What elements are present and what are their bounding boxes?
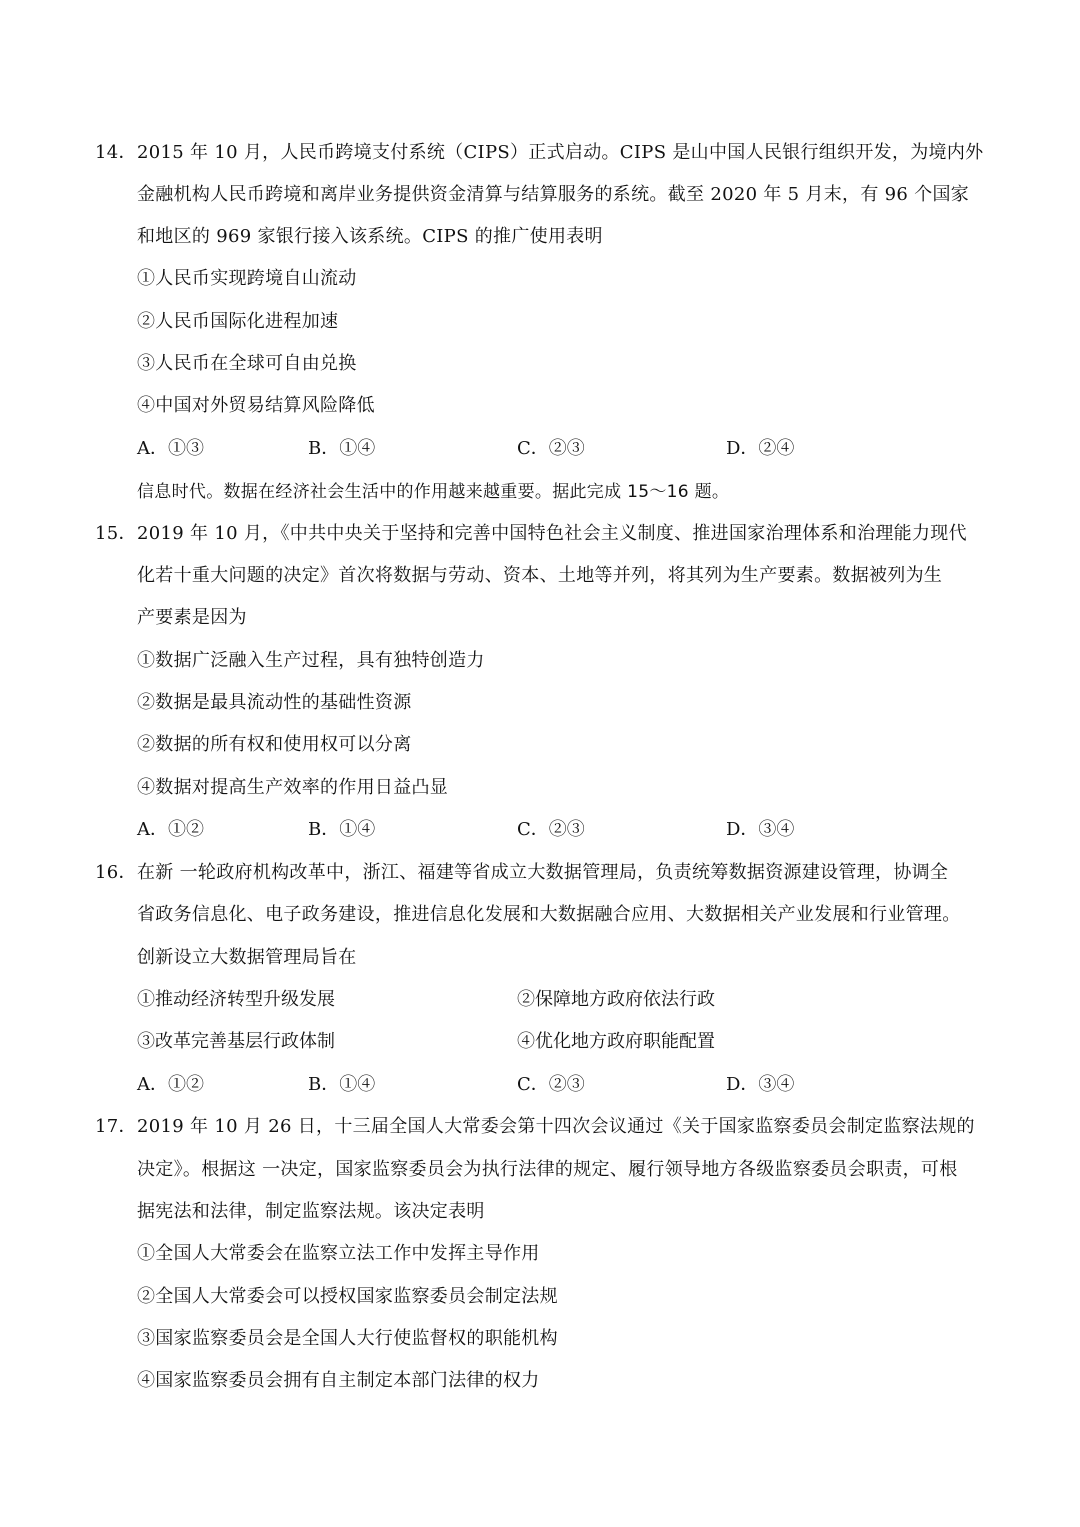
q14-stem-text-1: 2015 年 10 月，人民币跨境支付系统（CIPS）正式启动。CIPS 是山中国人民银行组织开发，为境内外 [137,142,984,163]
q14-number: 14． [95,142,137,163]
q14-option-4: ④中国对外贸易结算风险降低 [137,395,375,416]
q16-stem-text-1: 在新 一轮政府机构改革中，浙江、福建等省成立大数据管理局，负责统筹数据资源建设管理，协调全 [137,862,949,883]
q14-choice-d: D．②④ [726,438,795,459]
q15-choice-d: D．③④ [726,819,795,840]
q16-choice-c: C．②③ [517,1074,585,1095]
q16-stem-text-3: 创新设立大数据管理局旨在 [137,947,357,968]
q15-stem-text-3: 产要素是因为 [137,607,247,628]
q14-choice-a: A．①③ [137,438,204,459]
q17-option-1: ①全国人大常委会在监察立法工作中发挥主导作用 [137,1243,540,1264]
q15-choice-a: A．①② [137,819,204,840]
q14-option-1: ①人民币实现跨境自山流动 [137,268,357,289]
q16-option-2: ②保障地方政府依法行政 [517,989,715,1010]
q17-stem-text-3: 据宪法和法律，制定监察法规。该决定表明 [137,1201,485,1222]
q14-line-1 [95,141,987,165]
q17-option-4: ④国家监察委员会拥有自主制定本部门法律的权力 [137,1370,540,1391]
q16-option-1: ①推动经济转型升级发展 [137,989,335,1010]
q15-option-2: ②数据是最具流动性的基础性资源 [137,692,412,713]
q14-choice-c: C．②③ [517,438,585,459]
q15-option-4: ④数据对提高生产效率的作用日益凸显 [137,777,449,798]
q17-stem-text-2: 决定》。根据这 一决定，国家监察委员会为执行法律的规定、履行领导地方各级监察委员会职责，可根 [137,1159,958,1180]
q17-line-1 [95,1115,987,1139]
q15-stem-text-2: 化若十重大问题的决定》首次将数据与劳动、资本、土地等并列，将其列为生产要素。数据被列为生 [137,565,943,586]
q14-choice-b: B．①④ [308,438,376,459]
q16-option-3: ③改革完善基层行政体制 [137,1031,335,1052]
q15-stem-text-1: 2019 年 10 月，《中共中央关于坚持和完善中国特色社会主义制度、推进国家治理体系和治理能力现代 [137,523,967,544]
q15-line-1 [95,522,987,546]
q16-choice-d: D．③④ [726,1074,795,1095]
q16-option-4: ④优化地方政府职能配置 [517,1031,715,1052]
q16-choice-b: B．①④ [308,1074,376,1095]
q15-choice-b: B．①④ [308,819,376,840]
intro-15-16: 信息时代。数据在经济社会生活中的作用越来越重要。据此完成 15～16 题。 [137,482,730,502]
q16-line-1 [95,861,987,885]
q15-number: 15． [95,523,137,544]
q15-option-1: ①数据广泛融入生产过程，具有独特创造力 [137,650,485,671]
q14-option-3: ③人民币在全球可自由兑换 [137,353,357,374]
q14-stem-text-2: 金融机构人民币跨境和离岸业务提供资金清算与结算服务的系统。截至 2020 年 5 月末，有 96 个国家 [137,184,970,205]
q14-option-2: ②人民币国际化进程加速 [137,311,339,332]
q17-option-3: ③国家监察委员会是全国人大行使监督权的职能机构 [137,1328,558,1349]
q16-number: 16． [95,862,137,883]
q14-stem-text-3: 和地区的 969 家银行接入该系统。CIPS 的推广使用表明 [137,226,603,247]
q17-stem-text-1: 2019 年 10 月 26 日，十三届全国人大常委会第十四次会议通过《关于国家监察委员会制定监察法规的 [137,1116,975,1137]
q17-number: 17． [95,1116,137,1137]
q15-choice-c: C．②③ [517,819,585,840]
q16-choice-a: A．①② [137,1074,204,1095]
q15-option-3: ②数据的所有权和使用权可以分离 [137,734,412,755]
q17-option-2: ②全国人大常委会可以授权国家监察委员会制定法规 [137,1286,558,1307]
q16-stem-text-2: 省政务信息化、电子政务建设，推进信息化发展和大数据融合应用、大数据相关产业发展和行业管理。 [137,904,961,925]
